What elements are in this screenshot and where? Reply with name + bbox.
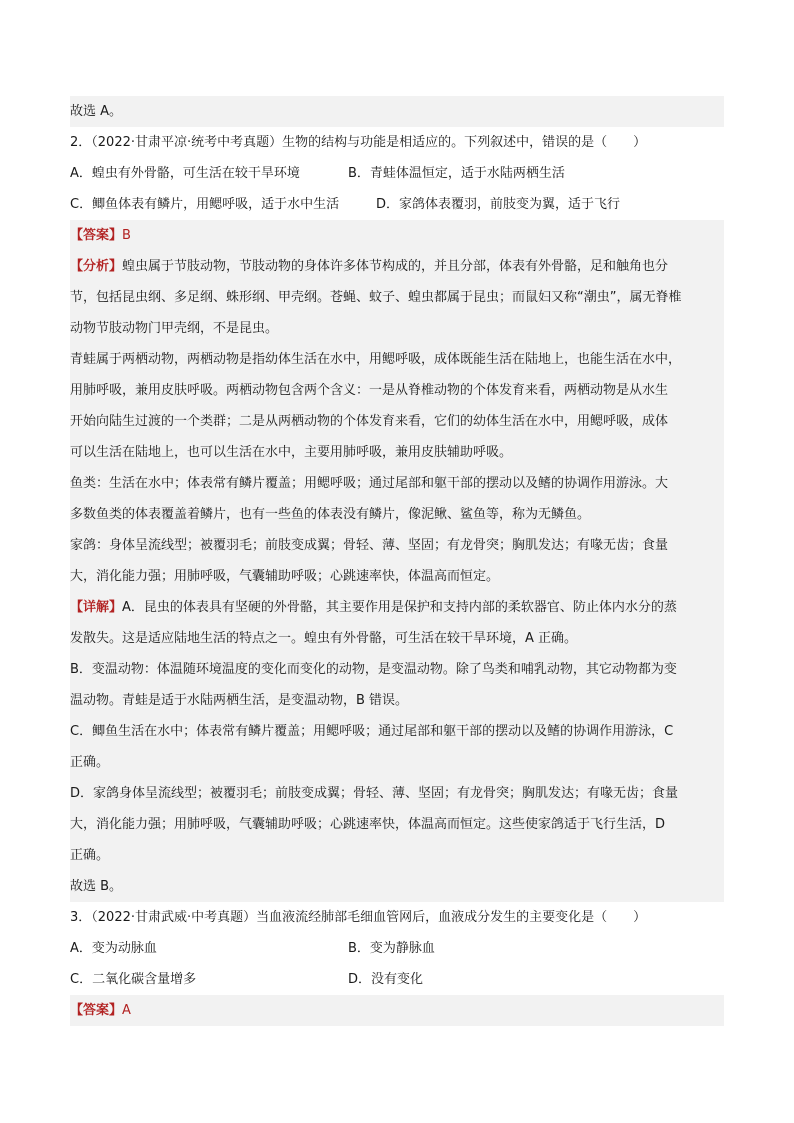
q3-answer-value: A — [122, 1003, 131, 1018]
q2-analysis-line: 用肺呼吸，兼用皮肤呼吸。两栖动物包含两个含义：一是从脊椎动物的个体发育来看，两栖动物是从水生 — [70, 383, 669, 398]
q2-analysis-line: 青蛙属于两栖动物，两栖动物是指幼体生活在水中，用鳃呼吸，成体既能生活在陆地上，也能生活在水中， — [70, 352, 682, 367]
q2-answer-tag: 【答案】 — [70, 228, 123, 243]
q2-detail-line: 大，消化能力强；用肺呼吸，气囊辅助呼吸；心跳速率快，体温高而恒定。这些使家鸽适于飞行生活，D — [70, 817, 666, 832]
q2-analysis-line: 多数鱼类的体表覆盖着鳞片，也有一些鱼的体表没有鳞片，像泥鳅、鲨鱼等，称为无鳞鱼。 — [70, 507, 591, 522]
q2-analysis-tag: 【分析】 — [70, 259, 123, 274]
q2-detail-line: B．变温动物：体温随环境温度的变化而变化的动物，是变温动物。除了鸟类和哺乳动物，其它动物都为变 — [70, 662, 677, 677]
q2-analysis — [70, 251, 724, 592]
q2-detail-text: A．昆虫的体表具有坚硬的外骨骼，其主要作用是保护和支持内部的柔软器官、防止体内水分的蒸 — [122, 600, 677, 615]
q2-detail-line: 正确。 — [70, 848, 110, 863]
q3-option-c: C．二氧化碳含量增多 — [70, 972, 197, 987]
q3-option-a: A．变为动脉血 — [70, 941, 157, 956]
q2-detail — [70, 592, 724, 902]
q2-analysis-line — [70, 251, 724, 282]
q3-stem: 3．（2022·甘肃武威·中考真题）当血液流经肺部毛细血管网后，血液成分发生的主要变化是（ ） — [70, 910, 647, 925]
q2-conclusion: 故选 B。 — [70, 879, 123, 894]
q2-detail-line: 正确。 — [70, 755, 110, 770]
q2-answer — [70, 220, 724, 251]
q2-option-b: B．青蛙体温恒定，适于水陆两栖生活 — [348, 166, 565, 181]
document-page — [70, 96, 724, 1026]
q3-options-row-2 — [70, 964, 724, 995]
q3-options-row-1 — [70, 933, 724, 964]
q3-option-b: B．变为静脉血 — [348, 941, 435, 956]
q2-detail-line: D．家鸽身体呈流线型；被覆羽毛；前肢变成翼；骨轻、薄、坚固；有龙骨突；胸肌发达；有喙无齿；食量 — [70, 786, 679, 801]
q2-detail-line — [70, 592, 724, 623]
q2-analysis-line: 动物节肢动物门甲壳纲，不是昆虫。 — [70, 321, 279, 336]
q2-analysis-line: 鱼类：生活在水中；体表常有鳞片覆盖；用鳃呼吸；通过尾部和躯干部的摆动以及鳍的协调作用游泳。大 — [70, 476, 669, 491]
q2-options-row-1 — [70, 158, 724, 189]
q3-answer-tag: 【答案】 — [70, 1003, 123, 1018]
q2-option-a: A．蝗虫有外骨骼，可生活在较干旱环境 — [70, 166, 300, 181]
q2-detail-line: 温动物。青蛙是适于水陆两栖生活，是变温动物，B 错误。 — [70, 693, 409, 708]
q2-detail-line: C．鲫鱼生活在水中；体表常有鳞片覆盖；用鳃呼吸；通过尾部和躯干部的摆动以及鳍的协调作用游泳，C — [70, 724, 674, 739]
q2-detail-tag: 【详解】 — [70, 600, 123, 615]
q2-analysis-line: 开始向陆生过渡的一个类群；二是从两栖动物的个体发育来看，它们的幼体生活在水中，用鳃呼吸，成体 — [70, 414, 669, 429]
q1-conclusion: 故选 A。 — [70, 96, 724, 127]
q2-option-d: D．家鸽体表覆羽，前肢变为翼，适于飞行 — [376, 197, 621, 212]
q2-options-row-2 — [70, 189, 724, 220]
q2-answer-value: B — [122, 228, 131, 243]
q3-option-d: D．没有变化 — [348, 972, 424, 987]
q2-analysis-line: 大，消化能力强；用肺呼吸，气囊辅助呼吸；心跳速率快，体温高而恒定。 — [70, 569, 500, 584]
q2-analysis-line: 节，包括昆虫纲、多足纲、蛛形纲、甲壳纲。苍蝇、蚊子、蝗虫都属于昆虫；而鼠妇又称“潮虫”，属无脊椎 — [70, 290, 682, 305]
q2-analysis-line: 可以生活在陆地上，也可以生活在水中，主要用肺呼吸，兼用皮肤辅助呼吸。 — [70, 445, 513, 460]
q3-answer — [70, 995, 724, 1026]
q2-option-c: C．鲫鱼体表有鳞片，用鳃呼吸，适于水中生活 — [70, 197, 340, 212]
q2-analysis-line: 家鸽：身体呈流线型；被覆羽毛；前肢变成翼；骨轻、薄、坚固；有龙骨突；胸肌发达；有喙无齿；食量 — [70, 538, 669, 553]
q2-analysis-text: 蝗虫属于节肢动物，节肢动物的身体许多体节构成的，并且分部，体表有外骨骼，足和触角也分 — [122, 259, 669, 274]
q2-stem: 2．（2022·甘肃平凉·统考中考真题）生物的结构与功能是相适应的。下列叙述中，错误的是（ ） — [70, 135, 647, 150]
q2-detail-line: 发散失。这是适应陆地生活的特点之一。蝗虫有外骨骼，可生活在较干旱环境，A 正确。 — [70, 631, 578, 646]
